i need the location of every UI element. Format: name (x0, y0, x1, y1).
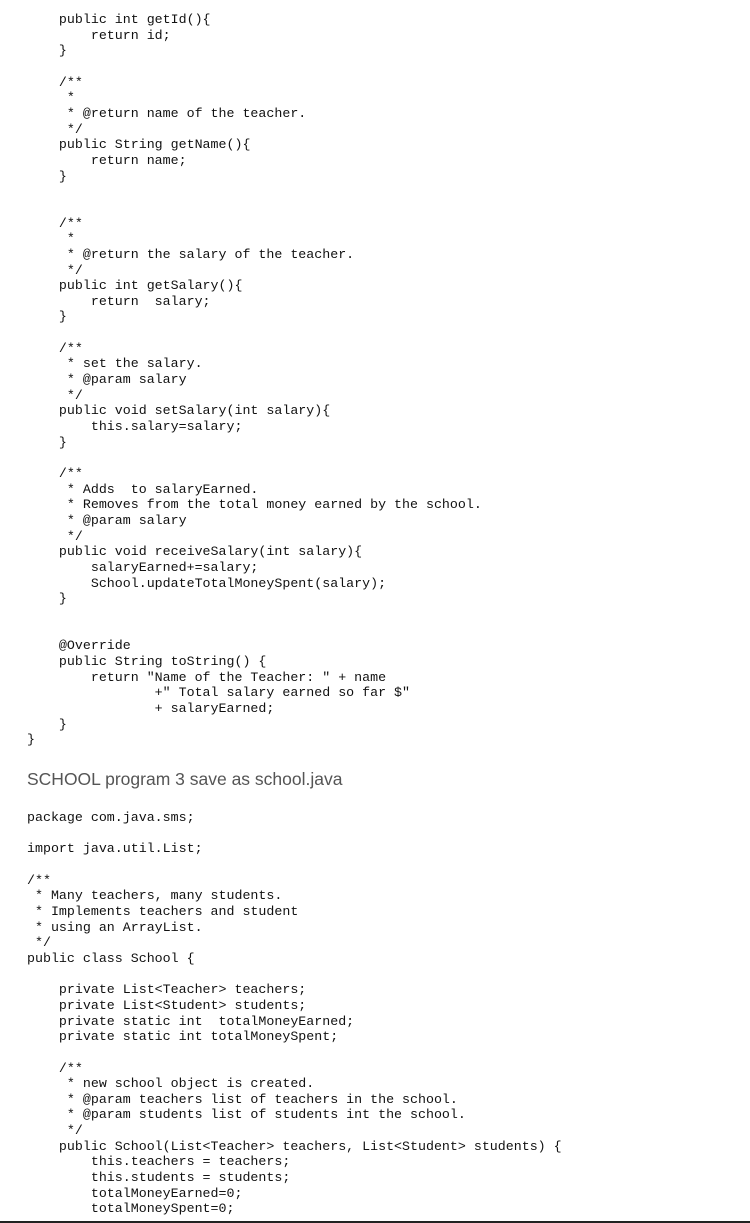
code-block-school-class: package com.java.sms; import java.util.List; /** * Many teachers, many students. * Implements teachers and student * using an ArrayList. */ public class School { private List<Teacher> teachers; private List<Student> students; private static int totalMoneyEarned; private static int totalMoneySpent; /** * new school object is created. * @param teachers list of teachers in the school. * @param students list of students int the school. */ public School(List<Teacher> teachers, List<Student> students) { this.teachers = teachers; this.students = students; totalMoneyEarned=0; totalMoneySpent=0; (27, 810, 562, 1217)
code-block-teacher-methods: public int getId(){ return id; } /** * * @return name of the teacher. */ public String getName(){ return name; } /** * * @return the salary of the teacher. */ public int getSalary(){ return salary; } /** * set the salary. * @param salary */ public void setSalary(int salary){ this.salary=salary; } /** * Adds to salaryEarned. * Removes from the total money earned by the school. * @param salary */ public void receiveSalary(int salary){ salaryEarned+=salary; School.updateTotalMoneySpent(salary); } @Override public String toString() { return "Name of the Teacher: " + name +" Total salary earned so far $" + salaryEarned; } } (27, 12, 482, 748)
section-heading: SCHOOL program 3 save as school.java (27, 769, 343, 789)
